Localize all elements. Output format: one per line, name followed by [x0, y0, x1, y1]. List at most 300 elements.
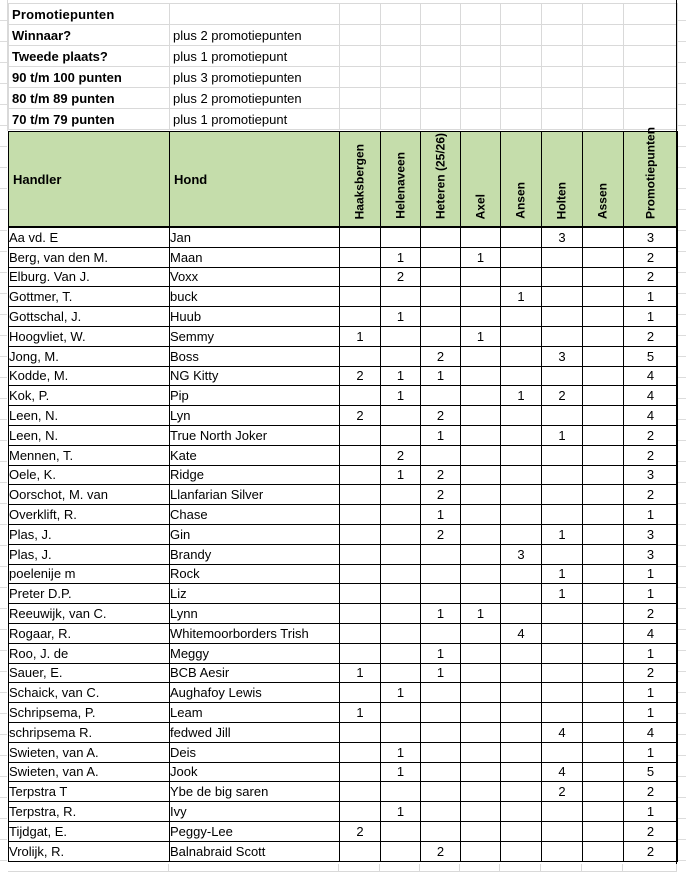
score-cell[interactable] — [340, 762, 381, 782]
empty-cell[interactable] — [501, 46, 542, 67]
score-cell[interactable] — [461, 465, 501, 485]
hond-cell[interactable]: Voxx — [170, 267, 340, 287]
score-cell[interactable]: 1 — [381, 683, 421, 703]
score-cell[interactable]: 3 — [542, 346, 583, 366]
score-cell[interactable] — [381, 584, 421, 604]
rule-label-cell[interactable]: 90 t/m 100 punten — [9, 67, 170, 88]
score-cell[interactable]: 5 — [624, 762, 678, 782]
empty-cell[interactable] — [624, 25, 678, 46]
score-cell[interactable]: 1 — [461, 247, 501, 267]
score-cell[interactable]: 2 — [624, 782, 678, 802]
handler-cell[interactable]: Gottmer, T. — [9, 287, 170, 307]
score-cell[interactable] — [583, 287, 624, 307]
score-cell[interactable]: 4 — [624, 623, 678, 643]
score-cell[interactable] — [583, 227, 624, 247]
score-cell[interactable] — [501, 604, 542, 624]
empty-cell[interactable] — [381, 67, 421, 88]
empty-cell[interactable] — [624, 67, 678, 88]
empty-cell[interactable] — [501, 67, 542, 88]
empty-cell[interactable] — [381, 25, 421, 46]
score-cell[interactable] — [421, 821, 461, 841]
score-cell[interactable] — [542, 307, 583, 327]
score-cell[interactable] — [421, 307, 461, 327]
score-cell[interactable] — [381, 346, 421, 366]
score-cell[interactable] — [461, 267, 501, 287]
score-cell[interactable] — [381, 227, 421, 247]
score-cell[interactable] — [583, 505, 624, 525]
score-cell[interactable] — [583, 485, 624, 505]
score-cell[interactable]: 2 — [381, 445, 421, 465]
score-cell[interactable]: 3 — [501, 544, 542, 564]
score-cell[interactable]: 3 — [542, 227, 583, 247]
handler-cell[interactable]: Rogaar, R. — [9, 623, 170, 643]
handler-cell[interactable]: Overklift, R. — [9, 505, 170, 525]
score-cell[interactable] — [501, 683, 542, 703]
score-cell[interactable] — [381, 663, 421, 683]
score-cell[interactable] — [381, 544, 421, 564]
handler-cell[interactable]: Swieten, van A. — [9, 762, 170, 782]
hond-cell[interactable]: fedwed Jill — [170, 722, 340, 742]
score-cell[interactable] — [542, 247, 583, 267]
score-cell[interactable] — [501, 841, 542, 861]
score-cell[interactable]: 2 — [624, 663, 678, 683]
handler-cell[interactable]: Mennen, T. — [9, 445, 170, 465]
score-cell[interactable]: 4 — [624, 386, 678, 406]
hond-cell[interactable]: Meggy — [170, 643, 340, 663]
score-cell[interactable] — [583, 445, 624, 465]
score-cell[interactable] — [340, 247, 381, 267]
hond-cell[interactable]: Ivy — [170, 802, 340, 822]
score-cell[interactable]: 2 — [421, 485, 461, 505]
hond-cell[interactable]: Deis — [170, 742, 340, 762]
score-cell[interactable] — [583, 326, 624, 346]
score-cell[interactable] — [421, 227, 461, 247]
score-cell[interactable] — [461, 386, 501, 406]
score-cell[interactable] — [542, 505, 583, 525]
score-cell[interactable]: 1 — [461, 604, 501, 624]
score-cell[interactable]: 1 — [542, 564, 583, 584]
empty-cell[interactable] — [501, 109, 542, 130]
handler-cell[interactable]: Jong, M. — [9, 346, 170, 366]
hond-cell[interactable]: Brandy — [170, 544, 340, 564]
score-cell[interactable]: 2 — [381, 267, 421, 287]
empty-cell[interactable] — [624, 88, 678, 109]
score-cell[interactable] — [381, 564, 421, 584]
score-cell[interactable] — [461, 287, 501, 307]
empty-cell[interactable] — [461, 109, 501, 130]
empty-cell[interactable] — [501, 88, 542, 109]
score-cell[interactable] — [583, 346, 624, 366]
score-cell[interactable] — [583, 406, 624, 426]
hond-cell[interactable]: Jook — [170, 762, 340, 782]
score-cell[interactable]: 4 — [624, 406, 678, 426]
event-column-header[interactable]: Heteren (25/26) — [421, 132, 461, 228]
score-cell[interactable]: 2 — [542, 386, 583, 406]
score-cell[interactable]: 1 — [624, 287, 678, 307]
score-cell[interactable]: 1 — [542, 425, 583, 445]
score-cell[interactable] — [421, 802, 461, 822]
hond-cell[interactable]: Boss — [170, 346, 340, 366]
score-cell[interactable] — [501, 485, 542, 505]
score-cell[interactable]: 1 — [624, 742, 678, 762]
score-cell[interactable]: 1 — [381, 802, 421, 822]
event-column-header[interactable]: Holten — [542, 132, 583, 228]
score-cell[interactable] — [501, 722, 542, 742]
event-column-header[interactable]: Assen — [583, 132, 624, 228]
empty-cell[interactable] — [624, 46, 678, 67]
score-cell[interactable] — [461, 505, 501, 525]
score-cell[interactable] — [542, 683, 583, 703]
score-cell[interactable] — [340, 307, 381, 327]
score-cell[interactable] — [340, 722, 381, 742]
score-cell[interactable] — [583, 247, 624, 267]
handler-cell[interactable]: Roo, J. de — [9, 643, 170, 663]
score-cell[interactable]: 2 — [421, 465, 461, 485]
empty-cell[interactable] — [583, 46, 624, 67]
empty-cell[interactable] — [381, 4, 421, 25]
score-cell[interactable] — [421, 683, 461, 703]
hond-cell[interactable]: Kate — [170, 445, 340, 465]
score-cell[interactable] — [542, 742, 583, 762]
score-cell[interactable]: 2 — [624, 821, 678, 841]
score-cell[interactable]: 4 — [542, 722, 583, 742]
hond-cell[interactable]: Lynn — [170, 604, 340, 624]
handler-header-cell[interactable]: Handler — [9, 132, 170, 228]
handler-cell[interactable]: Leen, N. — [9, 425, 170, 445]
empty-cell[interactable] — [501, 4, 542, 25]
handler-cell[interactable]: Tijdgat, E. — [9, 821, 170, 841]
score-cell[interactable] — [381, 326, 421, 346]
empty-cell[interactable] — [461, 67, 501, 88]
score-cell[interactable]: 1 — [381, 247, 421, 267]
empty-cell[interactable] — [340, 109, 381, 130]
score-cell[interactable] — [583, 267, 624, 287]
score-cell[interactable] — [381, 821, 421, 841]
score-cell[interactable] — [461, 663, 501, 683]
score-cell[interactable] — [340, 683, 381, 703]
score-cell[interactable] — [501, 505, 542, 525]
empty-cell[interactable] — [421, 25, 461, 46]
score-cell[interactable]: 4 — [542, 762, 583, 782]
handler-cell[interactable]: Oele, K. — [9, 465, 170, 485]
score-cell[interactable] — [461, 524, 501, 544]
score-cell[interactable]: 4 — [624, 366, 678, 386]
hond-cell[interactable]: BCB Aesir — [170, 663, 340, 683]
score-cell[interactable] — [421, 445, 461, 465]
hond-cell[interactable]: Aughafoy Lewis — [170, 683, 340, 703]
score-cell[interactable] — [461, 623, 501, 643]
score-cell[interactable] — [461, 445, 501, 465]
hond-cell[interactable]: Whitemoorborders Trish — [170, 623, 340, 643]
score-cell[interactable] — [542, 267, 583, 287]
score-cell[interactable]: 1 — [421, 505, 461, 525]
score-cell[interactable] — [340, 623, 381, 643]
hond-cell[interactable]: True North Joker — [170, 425, 340, 445]
score-cell[interactable]: 2 — [542, 782, 583, 802]
score-cell[interactable]: 4 — [624, 722, 678, 742]
score-cell[interactable]: 1 — [381, 386, 421, 406]
score-cell[interactable] — [381, 485, 421, 505]
score-cell[interactable] — [583, 782, 624, 802]
score-cell[interactable] — [501, 326, 542, 346]
score-cell[interactable] — [542, 287, 583, 307]
score-cell[interactable] — [542, 663, 583, 683]
empty-cell[interactable] — [624, 4, 678, 25]
score-cell[interactable] — [421, 742, 461, 762]
score-cell[interactable] — [340, 227, 381, 247]
empty-cell[interactable] — [421, 4, 461, 25]
score-cell[interactable] — [583, 544, 624, 564]
score-cell[interactable] — [501, 802, 542, 822]
score-cell[interactable] — [501, 564, 542, 584]
score-cell[interactable] — [461, 485, 501, 505]
rule-label-cell[interactable]: Winnaar? — [9, 25, 170, 46]
score-cell[interactable] — [501, 643, 542, 663]
score-cell[interactable]: 1 — [381, 762, 421, 782]
score-cell[interactable]: 1 — [381, 307, 421, 327]
score-cell[interactable]: 2 — [340, 406, 381, 426]
score-cell[interactable] — [583, 386, 624, 406]
score-cell[interactable]: 1 — [624, 505, 678, 525]
score-cell[interactable] — [381, 841, 421, 861]
score-cell[interactable] — [340, 505, 381, 525]
score-cell[interactable] — [501, 227, 542, 247]
score-cell[interactable] — [381, 643, 421, 663]
empty-cell[interactable] — [340, 88, 381, 109]
score-cell[interactable] — [542, 366, 583, 386]
score-cell[interactable]: 1 — [624, 802, 678, 822]
empty-cell[interactable] — [461, 25, 501, 46]
score-cell[interactable]: 2 — [624, 485, 678, 505]
score-cell[interactable]: 1 — [421, 425, 461, 445]
handler-cell[interactable]: Hoogvliet, W. — [9, 326, 170, 346]
empty-cell[interactable] — [421, 46, 461, 67]
score-cell[interactable] — [421, 326, 461, 346]
score-cell[interactable] — [501, 366, 542, 386]
score-cell[interactable] — [461, 366, 501, 386]
rule-label-cell[interactable]: 70 t/m 79 punten — [9, 109, 170, 130]
score-cell[interactable]: 2 — [624, 445, 678, 465]
handler-cell[interactable]: Oorschot, M. van — [9, 485, 170, 505]
score-cell[interactable] — [340, 841, 381, 861]
score-cell[interactable] — [340, 564, 381, 584]
handler-cell[interactable]: Berg, van den M. — [9, 247, 170, 267]
score-cell[interactable]: 1 — [624, 564, 678, 584]
score-cell[interactable] — [381, 425, 421, 445]
score-cell[interactable] — [583, 524, 624, 544]
score-cell[interactable] — [461, 425, 501, 445]
empty-cell[interactable] — [583, 109, 624, 130]
score-cell[interactable] — [461, 722, 501, 742]
hond-cell[interactable]: Ybe de big saren — [170, 782, 340, 802]
hond-cell[interactable]: Lyn — [170, 406, 340, 426]
handler-cell[interactable]: Vrolijk, R. — [9, 841, 170, 861]
score-cell[interactable]: 1 — [421, 663, 461, 683]
score-cell[interactable]: 1 — [542, 584, 583, 604]
score-cell[interactable] — [542, 445, 583, 465]
rule-value-cell[interactable]: plus 3 promotiepunten — [170, 67, 340, 88]
score-cell[interactable] — [381, 505, 421, 525]
score-cell[interactable]: 1 — [421, 604, 461, 624]
score-cell[interactable] — [381, 782, 421, 802]
handler-cell[interactable]: poelenije m — [9, 564, 170, 584]
hond-cell[interactable]: Maan — [170, 247, 340, 267]
score-cell[interactable] — [542, 485, 583, 505]
score-cell[interactable] — [461, 643, 501, 663]
empty-cell[interactable] — [170, 4, 340, 25]
empty-cell[interactable] — [542, 46, 583, 67]
score-cell[interactable] — [583, 307, 624, 327]
score-cell[interactable]: 3 — [624, 227, 678, 247]
score-cell[interactable] — [542, 604, 583, 624]
score-cell[interactable] — [501, 782, 542, 802]
score-cell[interactable] — [461, 406, 501, 426]
score-cell[interactable] — [542, 703, 583, 723]
event-column-header[interactable]: Axel — [461, 132, 501, 228]
empty-cell[interactable] — [542, 25, 583, 46]
score-cell[interactable] — [501, 445, 542, 465]
score-cell[interactable] — [501, 406, 542, 426]
handler-cell[interactable]: Terpstra, R. — [9, 802, 170, 822]
score-cell[interactable] — [421, 287, 461, 307]
score-cell[interactable] — [542, 406, 583, 426]
empty-cell[interactable] — [501, 25, 542, 46]
score-cell[interactable]: 1 — [624, 307, 678, 327]
score-cell[interactable] — [501, 762, 542, 782]
score-cell[interactable] — [340, 604, 381, 624]
hond-cell[interactable]: Rock — [170, 564, 340, 584]
score-cell[interactable]: 2 — [421, 524, 461, 544]
score-cell[interactable] — [421, 584, 461, 604]
score-cell[interactable]: 1 — [381, 465, 421, 485]
score-cell[interactable] — [340, 346, 381, 366]
empty-cell[interactable] — [381, 88, 421, 109]
hond-cell[interactable]: Liz — [170, 584, 340, 604]
empty-cell[interactable] — [421, 109, 461, 130]
score-cell[interactable] — [421, 386, 461, 406]
score-cell[interactable] — [381, 287, 421, 307]
score-cell[interactable] — [501, 742, 542, 762]
score-cell[interactable] — [461, 821, 501, 841]
empty-cell[interactable] — [542, 4, 583, 25]
score-cell[interactable] — [340, 267, 381, 287]
empty-cell[interactable] — [381, 46, 421, 67]
score-cell[interactable] — [583, 643, 624, 663]
score-cell[interactable] — [542, 802, 583, 822]
score-cell[interactable] — [461, 802, 501, 822]
score-cell[interactable] — [583, 683, 624, 703]
empty-cell[interactable] — [583, 67, 624, 88]
score-cell[interactable] — [340, 584, 381, 604]
score-cell[interactable] — [542, 326, 583, 346]
hond-cell[interactable]: Chase — [170, 505, 340, 525]
score-cell[interactable]: 1 — [381, 742, 421, 762]
score-cell[interactable]: 2 — [340, 366, 381, 386]
empty-cell[interactable] — [542, 88, 583, 109]
hond-cell[interactable]: Pip — [170, 386, 340, 406]
hond-cell[interactable]: Jan — [170, 227, 340, 247]
handler-cell[interactable]: Leen, N. — [9, 406, 170, 426]
score-cell[interactable] — [421, 544, 461, 564]
handler-cell[interactable]: Schripsema, P. — [9, 703, 170, 723]
handler-cell[interactable]: Aa vd. E — [9, 227, 170, 247]
score-cell[interactable] — [461, 227, 501, 247]
event-column-header[interactable]: Ansen — [501, 132, 542, 228]
handler-cell[interactable]: Preter D.P. — [9, 584, 170, 604]
score-cell[interactable]: 4 — [501, 623, 542, 643]
score-cell[interactable] — [461, 742, 501, 762]
empty-cell[interactable] — [583, 4, 624, 25]
hond-cell[interactable]: Peggy-Lee — [170, 821, 340, 841]
score-cell[interactable] — [461, 307, 501, 327]
score-cell[interactable]: 1 — [501, 386, 542, 406]
score-cell[interactable] — [583, 722, 624, 742]
score-cell[interactable]: 2 — [421, 841, 461, 861]
handler-cell[interactable]: Schaick, van C. — [9, 683, 170, 703]
handler-cell[interactable]: Terpstra T — [9, 782, 170, 802]
score-cell[interactable] — [461, 564, 501, 584]
score-cell[interactable] — [381, 524, 421, 544]
score-cell[interactable] — [583, 663, 624, 683]
hond-cell[interactable]: Gin — [170, 524, 340, 544]
score-cell[interactable] — [381, 406, 421, 426]
score-cell[interactable]: 1 — [340, 326, 381, 346]
handler-cell[interactable]: Reeuwijk, van C. — [9, 604, 170, 624]
score-cell[interactable] — [583, 564, 624, 584]
score-cell[interactable]: 1 — [624, 683, 678, 703]
score-cell[interactable] — [461, 782, 501, 802]
score-cell[interactable] — [583, 742, 624, 762]
score-cell[interactable] — [421, 782, 461, 802]
handler-cell[interactable]: Swieten, van A. — [9, 742, 170, 762]
score-cell[interactable]: 2 — [340, 821, 381, 841]
empty-cell[interactable] — [461, 4, 501, 25]
rule-value-cell[interactable]: plus 2 promotiepunten — [170, 25, 340, 46]
score-cell[interactable] — [421, 703, 461, 723]
score-cell[interactable]: 2 — [624, 425, 678, 445]
score-cell[interactable] — [340, 802, 381, 822]
score-cell[interactable] — [542, 643, 583, 663]
score-cell[interactable] — [583, 762, 624, 782]
score-cell[interactable]: 2 — [421, 406, 461, 426]
empty-cell[interactable] — [381, 109, 421, 130]
hond-cell[interactable]: NG Kitty — [170, 366, 340, 386]
score-cell[interactable] — [501, 267, 542, 287]
score-cell[interactable] — [461, 683, 501, 703]
hond-header-cell[interactable]: Hond — [170, 132, 340, 228]
score-cell[interactable]: 2 — [624, 326, 678, 346]
event-column-header[interactable]: Promotiepunten — [624, 132, 678, 228]
score-cell[interactable] — [542, 821, 583, 841]
score-cell[interactable]: 3 — [624, 544, 678, 564]
score-cell[interactable] — [501, 821, 542, 841]
score-cell[interactable] — [501, 425, 542, 445]
score-cell[interactable] — [340, 544, 381, 564]
score-cell[interactable] — [583, 821, 624, 841]
empty-cell[interactable] — [340, 4, 381, 25]
score-cell[interactable] — [583, 366, 624, 386]
score-cell[interactable]: 3 — [624, 524, 678, 544]
score-cell[interactable] — [542, 465, 583, 485]
score-cell[interactable]: 2 — [624, 267, 678, 287]
handler-cell[interactable]: Plas, J. — [9, 544, 170, 564]
hond-cell[interactable]: Huub — [170, 307, 340, 327]
empty-cell[interactable] — [461, 88, 501, 109]
score-cell[interactable] — [340, 742, 381, 762]
empty-cell[interactable] — [340, 67, 381, 88]
score-cell[interactable] — [381, 604, 421, 624]
score-cell[interactable] — [501, 465, 542, 485]
